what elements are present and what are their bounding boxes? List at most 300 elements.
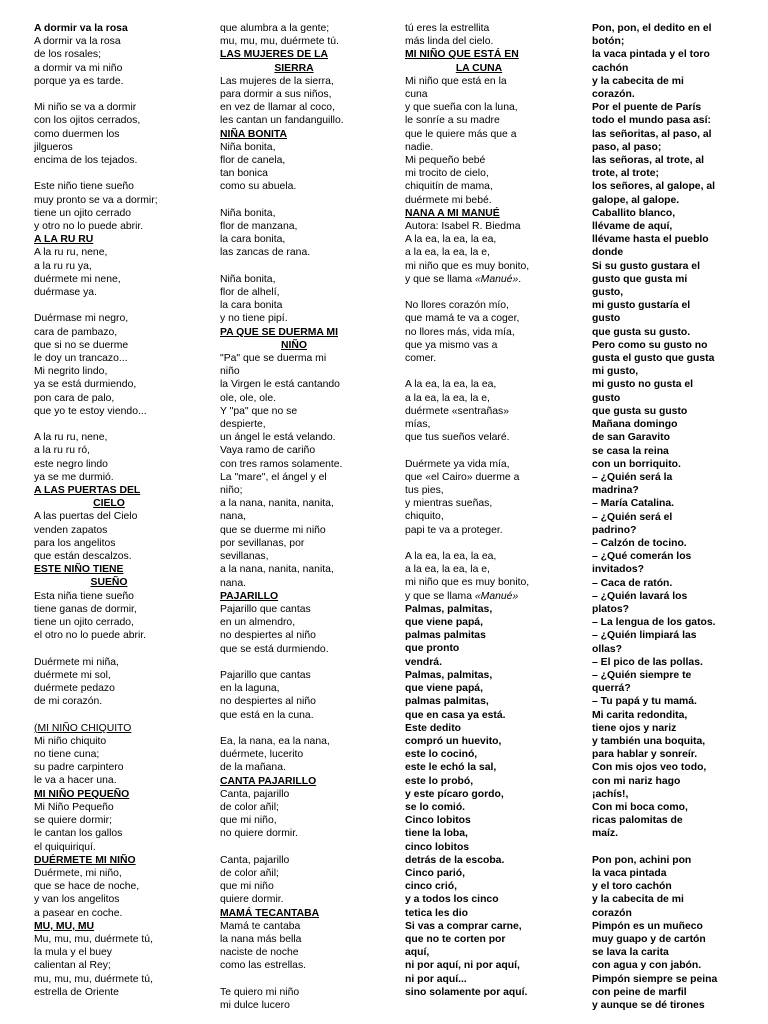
text-line: que en casa ya está.	[405, 709, 506, 721]
text-line: de color añil;	[220, 801, 279, 813]
text-line: y a todos los cinco	[405, 894, 499, 906]
text-line: que pronto	[405, 643, 460, 655]
text-line: Mi niño chiquito	[34, 735, 107, 747]
text-line: y aunque se dé tirones	[592, 1000, 705, 1012]
text-line: detrás de la escoba.	[405, 854, 505, 866]
section-title: MI NIÑO QUE ESTÁ EN	[405, 49, 519, 61]
text-line: Con mi boca como,	[592, 801, 688, 813]
text-line: Duérmete ya vida mía,	[405, 458, 510, 470]
text-line: venden zapatos	[34, 524, 108, 536]
text-line: de los rosales;	[34, 49, 101, 61]
text-line: Cinco lobitos	[405, 815, 471, 827]
text-line: que está en la cuna.	[220, 709, 314, 721]
section-title: PAJARILLO	[220, 590, 279, 602]
text-line: mu, mu, mu, duérmete tú,	[34, 973, 153, 985]
text-line: A la ru ru, nene,	[34, 247, 108, 259]
text-line: Mi Niño Pequeño	[34, 801, 114, 813]
text-line: a la nana, nanita, nanita,	[220, 564, 334, 576]
text-line: botón;	[592, 36, 625, 48]
text-line: la vaca pintada	[592, 867, 667, 879]
text-line: vendrá.	[405, 656, 442, 668]
text-line: las señoras, al trote, al	[592, 155, 705, 167]
blank-line	[34, 299, 184, 312]
text-line: donde	[592, 247, 624, 259]
text-line: ni por aquí, ni por aquí,	[405, 960, 520, 972]
text-line: las zancas de rana.	[220, 247, 311, 259]
text-line: y este pícaro gordo,	[405, 788, 504, 800]
text-line: Canta, pajarillo	[220, 854, 290, 866]
text-line: cuna	[405, 89, 428, 101]
text-column-4	[592, 22, 758, 1012]
text-line: la Virgen le está cantando	[220, 379, 340, 391]
text-line: – ¿Quién será la	[592, 471, 673, 483]
text-line: a la ru ru ró,	[34, 445, 91, 457]
text-line: Caballito blanco,	[592, 207, 676, 219]
text-line: encima de los tejados.	[34, 155, 138, 167]
text-line: padrino?	[592, 524, 637, 536]
text-line: este lo cocinó,	[405, 749, 478, 761]
text-line: que ya mismo vas a	[405, 339, 498, 351]
text-line: Mañana domingo	[592, 419, 678, 431]
text-line: flor de alhelí,	[220, 287, 280, 299]
section-title: CANTA PAJARILLO	[220, 775, 317, 787]
text-line: trote, al trote;	[592, 168, 659, 180]
text-line	[405, 273, 553, 286]
text-line: Mi niño se va a dormir	[34, 102, 137, 114]
text-line: – ¿Quién siempre te	[592, 669, 692, 681]
text-line: con peine de marfil	[592, 986, 687, 998]
text-line: estrella de Oriente	[34, 986, 119, 998]
text-line: la nana más bella	[220, 933, 302, 945]
text-line	[405, 590, 553, 603]
text-line: Mi carita redondita,	[592, 709, 688, 721]
text-line: ni por aquí...	[405, 973, 467, 985]
text-line: nana,	[220, 511, 247, 523]
blank-line	[220, 260, 368, 273]
text-line: querrá?	[592, 683, 631, 695]
text-line: con tres ramos solamente.	[220, 458, 343, 470]
text-line: madrina?	[592, 485, 639, 497]
text-line: tiene un ojito cerrado,	[34, 617, 134, 629]
text-line: tú eres la estrellita	[405, 23, 490, 34]
text-line: mi niño que es muy bonito,	[405, 260, 530, 272]
section-title: MAMÁ TECANTABA	[220, 907, 320, 919]
section-title: DUÉRMETE MI NIÑO	[34, 854, 136, 866]
text-line: Pajarillo que cantas	[220, 669, 311, 681]
text-line: Palmas, palmitas,	[405, 669, 493, 681]
text-line: y el toro cachón	[592, 881, 672, 893]
text-line: tiene ojos y nariz	[592, 722, 677, 734]
blank-line	[34, 642, 184, 655]
text-line: que gusta su gusto.	[592, 326, 691, 338]
text-line: Pero como su gusto no	[592, 339, 708, 351]
blank-line	[405, 537, 553, 550]
blank-line	[34, 167, 184, 180]
section-title: LA CUNA	[455, 62, 503, 74]
text-line: despierte,	[220, 419, 266, 431]
blank-line	[405, 365, 553, 378]
text-line: flor de manzana,	[220, 221, 298, 233]
text-line: corazón.	[592, 89, 635, 101]
text-line: Te quiero mi niño	[220, 986, 300, 998]
text-line: no despiertes al niño	[220, 630, 316, 642]
text-line: con mi nariz hago	[592, 775, 681, 787]
text-line: no tiene cuna;	[34, 749, 100, 761]
text-line: que le quiere más que a	[405, 128, 517, 140]
text-line: que viene papá,	[405, 683, 483, 695]
text-line: mi gusto no gusta el	[592, 379, 694, 391]
text-line: tan bonica	[220, 168, 268, 180]
text-line: en un almendro,	[220, 617, 296, 629]
text-fragment: y que se llama	[405, 590, 475, 602]
text-line: este lo probó,	[405, 775, 474, 787]
text-line: para los angelitos	[34, 537, 116, 549]
text-line: palmas palmitas	[405, 630, 486, 642]
text-line: que mamá te va a coger,	[405, 313, 520, 325]
text-line: gusta el gusto que gusta	[592, 353, 715, 365]
text-line: A las puertas del Cielo	[34, 511, 138, 523]
text-line: ole, ole, ole.	[220, 392, 277, 404]
text-line: le sonríe a su madre	[405, 115, 500, 127]
text-line: que mi niño,	[220, 815, 277, 827]
text-line: a pasear en coche.	[34, 907, 123, 919]
text-line: – ¿Qué comerán los	[592, 551, 692, 563]
text-line: mi niño que es muy bonito,	[405, 577, 530, 589]
section-title: LAS MUJERES DE LA	[220, 49, 328, 61]
text-line: tiene un ojito cerrado	[34, 207, 132, 219]
text-line: Las mujeres de la sierra,	[220, 75, 334, 87]
text-line: duérmete, lucerito	[220, 749, 304, 761]
text-line: Duérmase mi negro,	[34, 313, 129, 325]
text-line: que mi niño	[220, 881, 274, 893]
text-line: Duérmete, mi niño,	[34, 867, 122, 879]
text-line: este le echó la sal,	[405, 762, 497, 774]
text-line: mi gusto,	[592, 366, 639, 378]
text-line: y otro no lo puede abrir.	[34, 221, 144, 233]
text-line: de san Garavito	[592, 432, 670, 444]
text-line: Niña bonita,	[220, 207, 276, 219]
text-line: mi trocito de cielo,	[405, 168, 489, 180]
text-line: gusto,	[592, 287, 624, 299]
section-title: SUEÑO	[90, 577, 128, 589]
text-line: cachón	[592, 62, 629, 74]
text-line: niño;	[220, 485, 243, 497]
text-line: (MI NIÑO CHIQUITO	[34, 722, 132, 734]
text-column-1	[34, 22, 184, 999]
text-line: quiere dormir.	[220, 894, 284, 906]
text-line: la mula y el buey	[34, 947, 112, 959]
text-line: cinco lobitos	[405, 841, 470, 853]
text-line: niño	[220, 366, 240, 378]
text-line: para dormir a sus niños,	[220, 89, 332, 101]
text-line: Si vas a comprar carne,	[405, 920, 522, 932]
text-line: como las estrellas.	[220, 960, 307, 972]
blank-line	[405, 286, 553, 299]
text-line: Con mis ojos veo todo,	[592, 762, 707, 774]
text-line: Este dedito	[405, 722, 462, 734]
blank-line	[220, 973, 368, 986]
text-line: ya se está durmiendo,	[34, 379, 137, 391]
text-line: que tus sueños velaré.	[405, 432, 510, 444]
text-line: que se duerme mi niño	[220, 524, 326, 536]
text-line: este negro lindo	[34, 458, 108, 470]
text-line: le va a hacer una.	[34, 775, 117, 787]
text-line: y también una boquita,	[592, 735, 706, 747]
text-line: duérmete mi sol,	[34, 669, 111, 681]
text-line: a dormir va mi niño	[34, 62, 123, 74]
text-line: se lo comió.	[405, 801, 466, 813]
text-line: no quiere dormir.	[220, 828, 298, 840]
section-title: A dormir va la rosa	[34, 23, 128, 34]
text-line: chiquito,	[405, 511, 444, 523]
text-fragment: y que se llama	[405, 273, 475, 285]
text-line: a la nana, nanita, nanita,	[220, 498, 334, 510]
text-line: y la cabecita de mi	[592, 75, 684, 87]
text-line: y mientras sueñas,	[405, 498, 493, 510]
section-title: MI NIÑO PEQUEÑO	[34, 788, 130, 800]
blank-line	[220, 722, 368, 735]
text-line: que yo te estoy viendo...	[34, 405, 147, 417]
text-line: Canta, pajarillo	[220, 788, 290, 800]
blank-line	[220, 841, 368, 854]
section-title: ESTE NIÑO TIENE	[34, 564, 124, 576]
text-line: como su abuela.	[220, 181, 297, 193]
text-line: el quiquiriquí.	[34, 841, 96, 853]
text-line: tiene la loba,	[405, 828, 468, 840]
text-line: Mi pequeño bebé	[405, 155, 486, 167]
text-line: duérmete mi bebé.	[405, 194, 492, 206]
text-line: A la ea, la ea, la ea,	[405, 234, 497, 246]
text-line: compró un huevito,	[405, 735, 502, 747]
section-title: NIÑA BONITA	[220, 128, 287, 140]
text-line: duérmete «sentrañas»	[405, 405, 509, 417]
text-line: de la mañana.	[220, 762, 286, 774]
text-line: a la ea, la ea, la e,	[405, 564, 490, 576]
text-line: A la ru ru, nene,	[34, 432, 108, 444]
text-line: Pon, pon, el dedito en el	[592, 23, 712, 34]
text-line: Palmas, palmitas,	[405, 603, 493, 615]
text-line: chiquitín de mama,	[405, 181, 493, 193]
text-line: Y "pa" que no se	[220, 405, 298, 417]
text-line: con un borriquito.	[592, 458, 681, 470]
text-line: ricas palomitas de	[592, 815, 683, 827]
section-title: NANA A MI MANUÉ	[405, 207, 500, 219]
text-line: ¡achís!,	[592, 788, 629, 800]
text-line: que se hace de noche,	[34, 881, 140, 893]
text-line: calientan al Rey;	[34, 960, 111, 972]
text-line: un ángel le está velando.	[220, 432, 336, 444]
text-line: La "mare", el ángel y el	[220, 471, 327, 483]
text-line: A la ea, la ea, la ea,	[405, 551, 497, 563]
text-line: llévame hasta el pueblo	[592, 234, 709, 246]
text-line: jilgueros	[34, 141, 73, 153]
text-line: – Tu papá y tu mamá.	[592, 696, 697, 708]
text-line: con agua y con jabón.	[592, 960, 702, 972]
text-line: como duermen los	[34, 128, 120, 140]
text-line: – Calzón de tocino.	[592, 537, 687, 549]
text-line: su padre carpintero	[34, 762, 124, 774]
text-line: maíz.	[592, 828, 618, 840]
text-line: todo el mundo pasa así:	[592, 115, 711, 127]
text-column-2	[220, 22, 368, 1012]
blank-line	[34, 708, 184, 721]
text-line: se quiere dormir;	[34, 815, 112, 827]
text-line: más linda del cielo.	[405, 36, 494, 48]
text-line: le doy un trancazo...	[34, 353, 128, 365]
text-line: que gusta su gusto	[592, 405, 688, 417]
text-line: Mi negrito lindo,	[34, 366, 108, 378]
blank-line	[34, 418, 184, 431]
text-line: platos?	[592, 603, 629, 615]
text-line: cara de pambazo,	[34, 326, 118, 338]
text-line: Vaya ramo de cariño	[220, 445, 316, 457]
text-line: llévame de aquí,	[592, 221, 673, 233]
text-line: muy guapo y de cartón	[592, 934, 706, 945]
text-line: Autora: Isabel R. Biedma	[405, 221, 521, 233]
text-line: no despiertes al niño	[220, 696, 316, 708]
text-line: no llores más, vida mía,	[405, 326, 515, 338]
text-line: Pimpón es un muñeco	[592, 920, 703, 932]
text-line: sino solamente por aquí.	[405, 986, 528, 998]
text-line: tus pies,	[405, 485, 444, 497]
text-line: a la ea, la ea, la e,	[405, 247, 490, 259]
text-line: que alumbra a la gente;	[220, 23, 330, 34]
text-line: Mi niño que está en la	[405, 75, 507, 87]
section-title: SIERRA	[274, 62, 314, 74]
blank-line	[220, 656, 368, 669]
text-line: la vaca pintada y el toro	[592, 49, 710, 61]
text-line: naciste de noche	[220, 947, 299, 959]
text-line: nana.	[220, 577, 247, 589]
text-line: – María Catalina.	[592, 498, 675, 510]
text-line: cinco crió,	[405, 881, 457, 893]
text-line: tiene ganas de dormir,	[34, 603, 137, 615]
text-line: nadie.	[405, 141, 434, 153]
text-line: con los ojitos cerrados,	[34, 115, 141, 127]
text-line: papi te va a proteger.	[405, 524, 503, 536]
text-line: mías,	[405, 419, 431, 431]
text-line: se lava la carita	[592, 947, 669, 959]
text-line: porque ya es tarde.	[34, 75, 124, 87]
text-line: palmas palmitas,	[405, 696, 489, 708]
text-line: de mi corazón.	[34, 696, 103, 708]
text-line: de color añil;	[220, 867, 279, 879]
text-line: Pimpón siempre se peina	[592, 973, 718, 985]
text-line: le cantan los gallos	[34, 828, 123, 840]
text-line: les cantan un fandanguillo.	[220, 115, 344, 127]
text-line: aquí,	[405, 947, 430, 959]
text-line: mi dulce lucero	[220, 999, 290, 1011]
text-line: a la ea, la ea, la e,	[405, 392, 490, 404]
text-line: mi gusto gustaría el	[592, 300, 691, 312]
text-line: Pajarillo que cantas	[220, 603, 311, 615]
text-line: A la ea, la ea, la ea,	[405, 379, 497, 391]
blank-line	[34, 88, 184, 101]
text-line: la cara bonita	[220, 300, 283, 312]
text-line: pon cara de palo,	[34, 392, 115, 404]
text-line: sevillanas,	[220, 551, 269, 563]
text-line: ya se me durmió.	[34, 471, 114, 483]
text-line: Por el puente de París	[592, 102, 702, 114]
blank-line	[220, 194, 368, 207]
section-title: PA QUE SE DUERMA MI	[220, 326, 338, 338]
text-line: Duérmete mi niña,	[34, 656, 119, 668]
text-line: duérmete mi nene,	[34, 273, 121, 285]
text-line: No llores corazón mío,	[405, 300, 509, 312]
text-line: Mu, mu, mu, duérmete tú,	[34, 933, 153, 945]
text-line: los señores, al galope, al	[592, 181, 716, 193]
text-line: a la ru ru ya,	[34, 260, 92, 272]
blank-line	[592, 841, 758, 854]
text-line: las señoritas, al paso, al	[592, 128, 712, 140]
text-line: y que sueña con la luna,	[405, 102, 518, 114]
blank-line	[405, 444, 553, 457]
text-line: la cara bonita,	[220, 234, 286, 246]
text-line: duérmete pedazo	[34, 683, 115, 695]
text-line: Cinco parió,	[405, 867, 466, 879]
italic-name: «Manué»	[474, 590, 519, 602]
text-line: y la cabecita de mi	[592, 894, 684, 906]
text-line: ollas?	[592, 643, 623, 655]
text-line: Mamá te cantaba	[220, 920, 301, 932]
text-line: que se está durmiendo.	[220, 643, 329, 655]
text-line: en la laguna,	[220, 683, 280, 695]
text-line: galope, al galope.	[592, 194, 680, 206]
text-line: que están descalzos.	[34, 551, 132, 563]
text-line: – El pico de las pollas.	[592, 656, 703, 668]
section-title: CIELO	[93, 498, 125, 510]
text-line: el otro no lo puede abrir.	[34, 630, 147, 642]
text-line: gusto	[592, 392, 621, 404]
text-line: – ¿Quién limpiará las	[592, 630, 697, 642]
text-fragment: .	[518, 273, 522, 285]
text-line: duérmase ya.	[34, 287, 97, 299]
text-line: – ¿Quién lavará los	[592, 590, 688, 602]
section-title: A LAS PUERTAS DEL	[34, 485, 141, 497]
text-line: que «el Cairo» duerme a	[405, 471, 520, 483]
text-line: para hablar y sonreír.	[592, 749, 698, 761]
text-line: Esta niña tiene sueño	[34, 590, 134, 602]
text-line: A dormir va la rosa	[34, 36, 121, 48]
text-line: mu, mu, mu, duérmete tú.	[220, 36, 339, 48]
text-line: – Caca de ratón.	[592, 577, 673, 589]
section-title: MU, MU, MU	[34, 920, 95, 932]
text-line: se casa la reina	[592, 445, 669, 457]
text-line: en vez de llamar al coco,	[220, 102, 335, 114]
text-line: Niña bonita,	[220, 141, 276, 153]
text-line: Pon pon, achini pon	[592, 854, 692, 866]
text-line: Ea, la nana, ea la nana,	[220, 735, 330, 747]
text-line: – ¿Quién será el	[592, 511, 673, 523]
text-line: – La lengua de los gatos.	[592, 617, 716, 629]
text-line: y no tiene pipí.	[220, 313, 288, 325]
italic-name: «Manué»	[474, 273, 519, 285]
text-line: "Pa" que se duerma mi	[220, 353, 327, 365]
text-line: Niña bonita,	[220, 273, 276, 285]
section-title: NIÑO	[281, 339, 307, 351]
text-line: Este niño tiene sueño	[34, 181, 134, 193]
text-line: que si no se duerme	[34, 339, 129, 351]
text-line: que viene papá,	[405, 617, 483, 629]
section-title: A LA RU RU	[34, 234, 94, 246]
text-line: gusto que gusta mi	[592, 273, 688, 285]
text-line: muy pronto se va a dormir;	[34, 194, 158, 206]
text-line: paso, al paso;	[592, 141, 662, 153]
text-line: invitados?	[592, 564, 644, 576]
text-line: Si su gusto gustara el	[592, 260, 700, 272]
text-line: flor de canela,	[220, 155, 286, 167]
text-column-3	[405, 22, 553, 999]
